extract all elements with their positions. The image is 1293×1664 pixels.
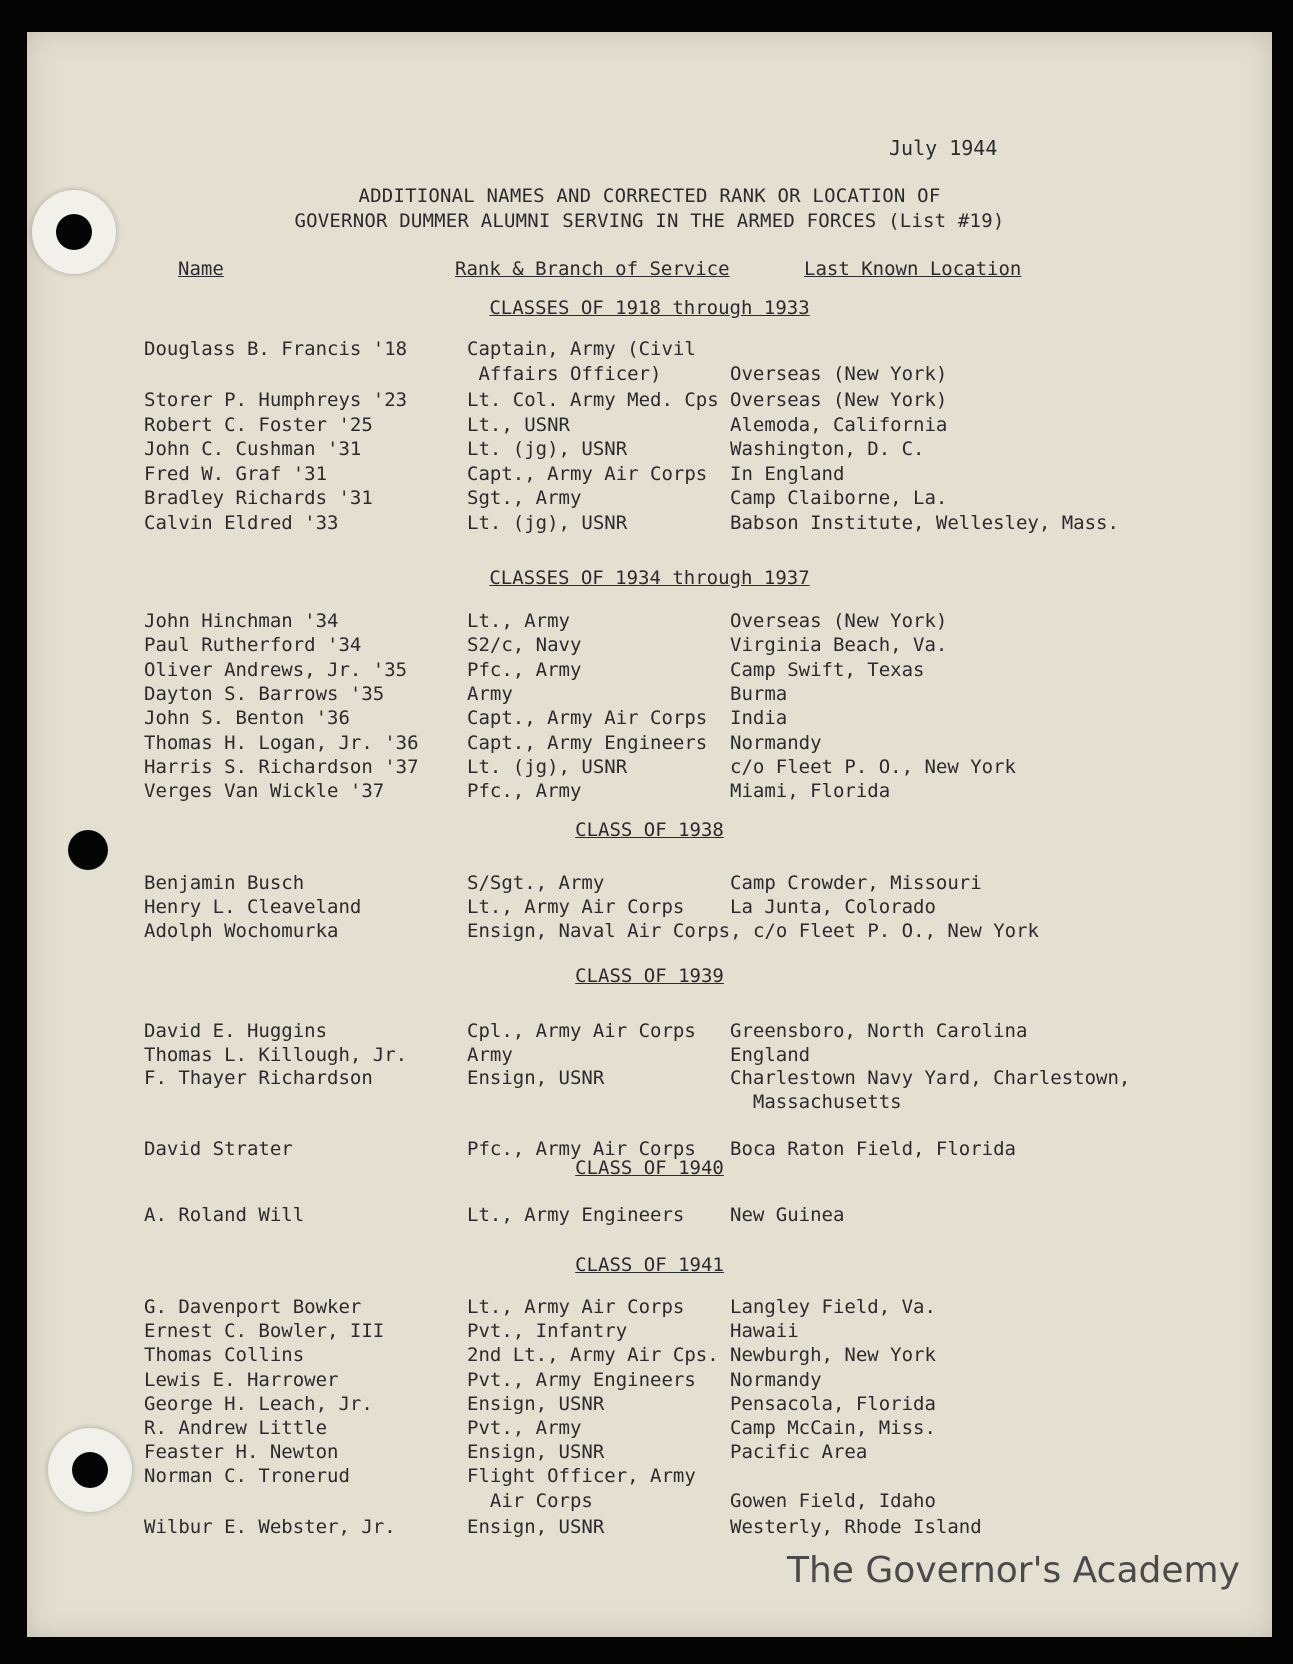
cell-rank: Lt. Col. Army Med. Cps bbox=[467, 389, 719, 411]
cell-name: Verges Van Wickle '37 bbox=[144, 780, 385, 803]
cell-name: G. Davenport Bowker bbox=[144, 1296, 362, 1318]
section-title: CLASSES OF 1918 through 1933 bbox=[489, 297, 810, 319]
cell-rank: Lt., Army Engineers bbox=[467, 1204, 685, 1226]
cell-rank: Ensign, USNR bbox=[467, 1515, 605, 1538]
cell-location: India bbox=[730, 707, 788, 730]
cell-location: In England bbox=[730, 462, 845, 485]
cell-location: Alemoda, California bbox=[730, 413, 948, 436]
column-header-rank: Rank & Branch of Service bbox=[455, 258, 730, 280]
cell-rank: Pfc., Army Air Corps bbox=[467, 1138, 696, 1160]
cell-rank: Ensign, USNR bbox=[467, 1441, 605, 1464]
cell-rank: 2nd Lt., Army Air Cps. bbox=[467, 1344, 719, 1367]
cell-name: George H. Leach, Jr. bbox=[144, 1392, 373, 1415]
cell-rank: Army bbox=[467, 682, 513, 705]
cell-location: Massachusetts bbox=[730, 1090, 902, 1113]
column-header-name: Name bbox=[178, 258, 224, 280]
cell-name: Dayton S. Barrows '35 bbox=[144, 682, 385, 705]
cell-name: Thomas Collins bbox=[144, 1344, 305, 1367]
cell-name: Calvin Eldred '33 bbox=[144, 511, 339, 534]
cell-rank: Pfc., Army bbox=[467, 658, 582, 681]
cell-name: Lewis E. Harrower bbox=[144, 1368, 339, 1391]
cell-rank: Army bbox=[467, 1043, 513, 1066]
cell-rank: Air Corps bbox=[467, 1489, 593, 1512]
cell-name: Bradley Richards '31 bbox=[144, 487, 373, 509]
column-header-location: Last Known Location bbox=[804, 258, 1022, 280]
title-line-2: GOVERNOR DUMMER ALUMNI SERVING IN THE ARMED FORCES (List #19) bbox=[294, 210, 1005, 232]
cell-name: John Hinchman '34 bbox=[144, 610, 339, 632]
title-line-1: ADDITIONAL NAMES AND CORRECTED RANK OR LOCATION OF bbox=[358, 185, 941, 207]
cell-location: England bbox=[730, 1043, 811, 1066]
cell-location: Boca Raton Field, Florida bbox=[730, 1138, 1016, 1160]
cell-location: Hawaii bbox=[730, 1320, 799, 1343]
cell-name: John C. Cushman '31 bbox=[144, 438, 362, 460]
cell-rank: Lt. (jg), USNR bbox=[467, 438, 628, 460]
cell-location: Camp Swift, Texas bbox=[730, 658, 925, 681]
cell-rank: Capt., Army Engineers bbox=[467, 731, 708, 754]
cell-rank: Lt., Army Air Corps bbox=[467, 1296, 685, 1318]
cell-rank: Lt., USNR bbox=[467, 413, 570, 436]
cell-location: Camp Crowder, Missouri bbox=[730, 872, 982, 894]
cell-name: Adolph Wochomurka bbox=[144, 920, 339, 942]
cell-name: Thomas L. Killough, Jr. bbox=[144, 1043, 408, 1066]
cell-location: Virginia Beach, Va. bbox=[730, 634, 948, 657]
section-title: CLASS OF 1941 bbox=[575, 1254, 724, 1276]
watermark: The Governor's Academy bbox=[787, 1550, 1240, 1591]
cell-name: Wilbur E. Webster, Jr. bbox=[144, 1515, 396, 1538]
cell-location: Miami, Florida bbox=[730, 780, 891, 803]
cell-location: Overseas (New York) bbox=[730, 362, 948, 385]
cell-location: Pacific Area bbox=[730, 1441, 868, 1464]
cell-rank: Lt. (jg), USNR bbox=[467, 755, 628, 778]
cell-rank: Capt., Army Air Corps bbox=[467, 707, 708, 730]
cell-rank: Captain, Army (Civil bbox=[467, 338, 696, 360]
cell-location: Normandy bbox=[730, 731, 822, 754]
cell-location: Babson Institute, Wellesley, Mass. bbox=[730, 511, 1119, 534]
cell-name: Douglass B. Francis '18 bbox=[144, 338, 408, 360]
cell-name: R. Andrew Little bbox=[144, 1417, 328, 1439]
document-date: July 1944 bbox=[889, 136, 998, 160]
cell-name: Harris S. Richardson '37 bbox=[144, 755, 419, 778]
cell-rank: Capt., Army Air Corps bbox=[467, 462, 708, 485]
cell-location: c/o Fleet P. O., New York bbox=[730, 755, 1016, 778]
cell-location: Langley Field, Va. bbox=[730, 1296, 936, 1318]
cell-location: Normandy bbox=[730, 1368, 822, 1391]
cell-name: David Strater bbox=[144, 1138, 293, 1160]
cell-rank: Ensign, USNR bbox=[467, 1392, 605, 1415]
cell-rank: Affairs Officer) bbox=[467, 362, 662, 385]
cell-rank: Pfc., Army bbox=[467, 780, 582, 803]
document-title bbox=[27, 184, 1272, 234]
cell-rank: Sgt., Army bbox=[467, 487, 582, 509]
cell-rank: S2/c, Navy bbox=[467, 634, 582, 657]
section-title: CLASS OF 1939 bbox=[575, 965, 724, 987]
cell-rank: Lt., Army bbox=[467, 610, 570, 632]
cell-location: Overseas (New York) bbox=[730, 610, 948, 632]
cell-rank: Pvt., Infantry bbox=[467, 1320, 628, 1343]
cell-rank: Pvt., Army bbox=[467, 1417, 582, 1439]
punch-hole-bottom bbox=[48, 1428, 132, 1512]
cell-location: Westerly, Rhode Island bbox=[730, 1515, 982, 1538]
section-title: CLASS OF 1938 bbox=[575, 819, 724, 841]
cell-location: La Junta, Colorado bbox=[730, 896, 936, 918]
cell-name: Henry L. Cleaveland bbox=[144, 896, 362, 918]
cell-name: Fred W. Graf '31 bbox=[144, 462, 328, 485]
cell-name: Feaster H. Newton bbox=[144, 1441, 339, 1464]
cell-rank: Lt. (jg), USNR bbox=[467, 511, 628, 534]
cell-rank: Ensign, Naval Air Corps, c/o Fleet P. O., New York bbox=[467, 920, 1039, 942]
cell-rank: Cpl., Army Air Corps bbox=[467, 1020, 696, 1042]
cell-location: New Guinea bbox=[730, 1204, 845, 1226]
cell-rank: Pvt., Army Engineers bbox=[467, 1368, 696, 1391]
cell-name: Ernest C. Bowler, III bbox=[144, 1320, 385, 1343]
cell-name: Storer P. Humphreys '23 bbox=[144, 389, 408, 411]
section-title: CLASS OF 1940 bbox=[575, 1157, 724, 1179]
cell-location: Burma bbox=[730, 682, 788, 705]
cell-location: Overseas (New York) bbox=[730, 389, 948, 411]
cell-location: Gowen Field, Idaho bbox=[730, 1489, 936, 1512]
cell-name: Oliver Andrews, Jr. '35 bbox=[144, 658, 408, 681]
cell-name: Thomas H. Logan, Jr. '36 bbox=[144, 731, 419, 754]
cell-location: Camp McCain, Miss. bbox=[730, 1417, 936, 1439]
cell-rank: Ensign, USNR bbox=[467, 1067, 605, 1089]
cell-name: David E. Huggins bbox=[144, 1020, 328, 1042]
cell-name: John S. Benton '36 bbox=[144, 707, 350, 730]
cell-rank: Flight Officer, Army bbox=[467, 1465, 696, 1488]
cell-location: Camp Claiborne, La. bbox=[730, 487, 948, 509]
cell-location: Newburgh, New York bbox=[730, 1344, 936, 1367]
cell-rank: S/Sgt., Army bbox=[467, 872, 605, 894]
section-title: CLASSES OF 1934 through 1937 bbox=[489, 567, 810, 589]
cell-name: Norman C. Tronerud bbox=[144, 1465, 350, 1488]
cell-location: Pensacola, Florida bbox=[730, 1392, 936, 1415]
cell-location: Charlestown Navy Yard, Charlestown, bbox=[730, 1067, 1131, 1089]
cell-rank: Lt., Army Air Corps bbox=[467, 896, 685, 918]
cell-location: Greensboro, North Carolina bbox=[730, 1020, 1028, 1042]
punch-hole-top bbox=[32, 190, 116, 274]
cell-name: Benjamin Busch bbox=[144, 872, 305, 894]
cell-location: Washington, D. C. bbox=[730, 438, 925, 460]
cell-name: Robert C. Foster '25 bbox=[144, 413, 373, 436]
cell-name: Paul Rutherford '34 bbox=[144, 634, 362, 657]
document-page bbox=[27, 32, 1272, 1637]
cell-name: F. Thayer Richardson bbox=[144, 1067, 373, 1089]
punch-hole-middle bbox=[68, 830, 108, 870]
cell-name: A. Roland Will bbox=[144, 1204, 305, 1226]
